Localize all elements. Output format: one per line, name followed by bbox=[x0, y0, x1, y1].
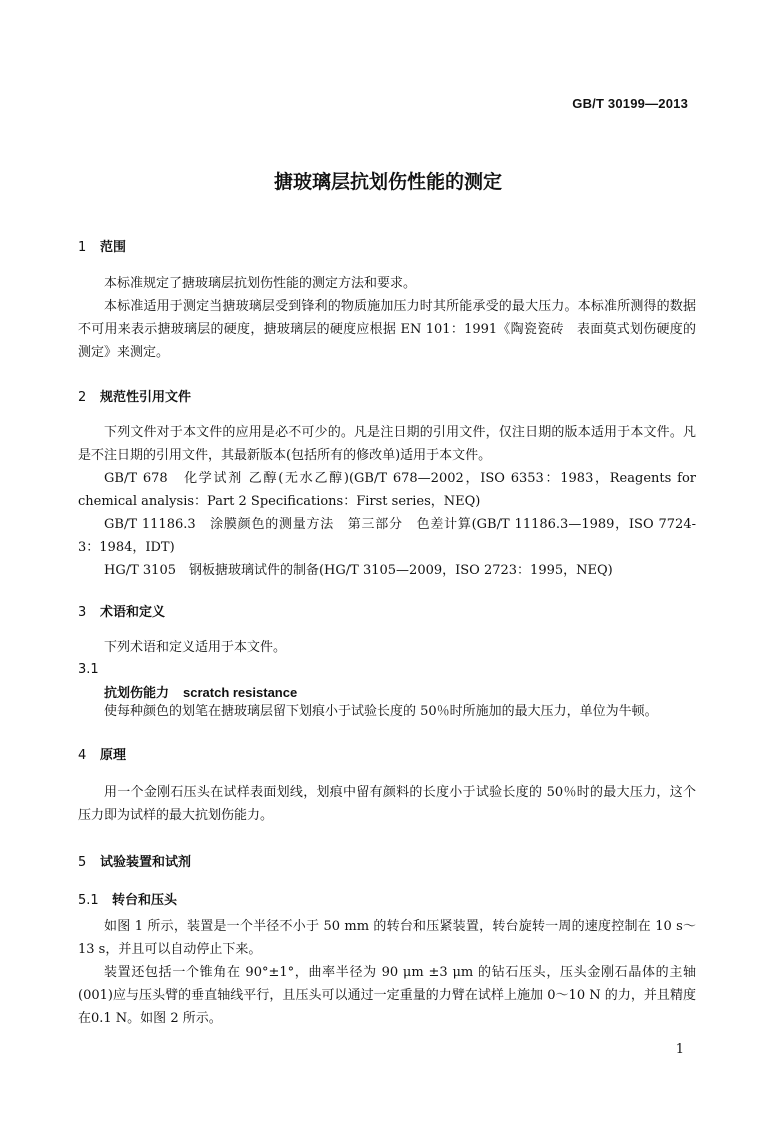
reference-hgt-3105: HG/T 3105 钢板搪玻璃试件的制备(HG/T 3105—2009，ISO 2723：1995，NEQ) bbox=[104, 563, 613, 578]
section-title: 试验装置和试剂 bbox=[100, 855, 192, 870]
term-definition: 使每种颜色的划笔在搪玻璃层留下划痕小于试验长度的 50％时所施加的最大压力，单位为牛顿。 bbox=[104, 704, 658, 719]
section-2-heading bbox=[78, 386, 191, 405]
document-title: 搪玻璃层抗划伤性能的测定 bbox=[273, 171, 502, 193]
section-number: 3 bbox=[78, 605, 87, 620]
section-1-heading bbox=[78, 236, 126, 255]
section-5-heading bbox=[78, 851, 191, 870]
section-2-paragraph-1: 下列文件对于本文件的应用是必不可少的。凡是注日期的引用文件，仅注日期的版本适用于本文件。凡是不注日期的引用文件，其最新版本(包括所有的修改单)适用于本文件。 bbox=[78, 425, 696, 463]
section-title: 术语和定义 bbox=[100, 605, 166, 620]
section-title: 规范性引用文件 bbox=[100, 390, 192, 405]
section-number: 4 bbox=[78, 748, 87, 763]
section-1-paragraph-2: 本标准适用于测定当搪玻璃层受到锋利的物质施加压力时其所能承受的最大压力。本标准所测得的数据不可用来表示搪玻璃层的硬度，搪玻璃层的硬度应根据 EN 101：1991《陶瓷瓷砖 表面莫式划伤硬度的测定》来测定。 bbox=[78, 299, 696, 360]
section-4-paragraph-1: 用一个金刚石压头在试样表面划线，划痕中留有颜料的长度小于试验长度的 50％时的最大压力，这个压力即为试样的最大抗划伤能力。 bbox=[78, 785, 696, 823]
section-number: 1 bbox=[78, 240, 87, 255]
section-4-heading bbox=[78, 744, 126, 763]
section-title: 原理 bbox=[100, 748, 127, 763]
reference-gbt-11186-3: GB/T 11186.3 涂膜颜色的测量方法 第三部分 色差计算(GB/T 11186.3—1989，ISO 7724-3：1984，IDT) bbox=[78, 517, 696, 555]
term-heading bbox=[104, 682, 297, 701]
section-3-paragraph-1: 下列术语和定义适用于本文件。 bbox=[104, 640, 287, 655]
section-number: 5 bbox=[78, 855, 87, 870]
section-5-1-paragraph-1: 如图 1 所示，装置是一个半径不小于 50 mm 的转台和压紧装置，转台旋转一周的速度控制在 10 s～13 s，并且可以自动停止下来。 bbox=[78, 919, 696, 957]
subclause-3-1-number: 3.1 bbox=[78, 662, 99, 677]
term-chinese: 抗划伤能力 bbox=[104, 686, 170, 701]
reference-gbt-678: GB/T 678 化学试剂 乙醇(无水乙醇)(GB/T 678—2002，ISO 6353：1983，Reagents for chemical analysis：Part 2 Specifications：First series，NEQ) bbox=[78, 471, 696, 509]
section-1-paragraph-1: 本标准规定了搪玻璃层抗划伤性能的测定方法和要求。 bbox=[104, 276, 417, 291]
section-5-1-heading bbox=[78, 889, 177, 908]
standard-code: GB/T 30199—2013 bbox=[572, 96, 688, 111]
section-title: 转台和压头 bbox=[112, 893, 178, 908]
section-number: 5.1 bbox=[78, 893, 99, 908]
page-number: 1 bbox=[675, 1042, 684, 1057]
section-number: 2 bbox=[78, 390, 87, 405]
section-3-heading bbox=[78, 601, 165, 620]
section-title: 范围 bbox=[100, 240, 127, 255]
section-5-1-paragraph-2: 装置还包括一个锥角在 90°±1°，曲率半径为 90 μm ±3 μm 的钻石压头，压头金刚石晶体的主轴(001)应与压头臂的垂直轴线平行，且压头可以通过一定重量的力臂在试样上施加 0～10 N 的力，并且精度在0.1 N。如图 2 所示。 bbox=[78, 965, 696, 1026]
term-english: scratch resistance bbox=[183, 685, 298, 700]
